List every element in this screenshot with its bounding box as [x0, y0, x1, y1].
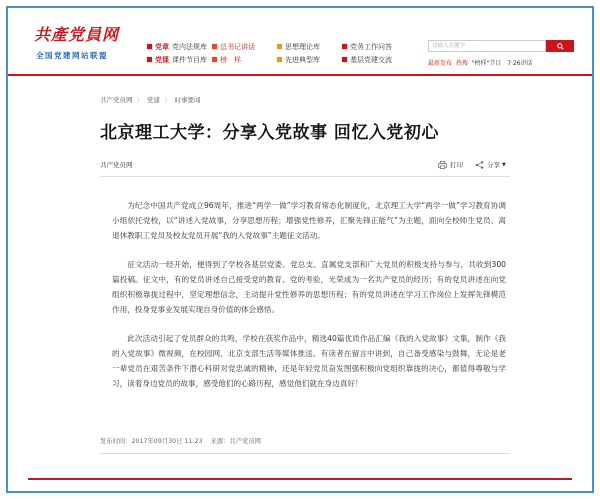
breadcrumb-item-home[interactable]: 共产党员网	[100, 96, 133, 104]
nav-item-dangzhang[interactable]	[146, 42, 211, 52]
article-footer-meta	[100, 436, 261, 445]
latest-link[interactable]: 最新发布	[428, 60, 453, 67]
person-icon	[276, 56, 283, 63]
page-bottom-rule	[28, 478, 572, 480]
meta-divider	[100, 176, 510, 177]
flag-icon	[146, 56, 153, 63]
article-title: 北京理工大学：分享入党故事 回忆入党初心	[100, 123, 439, 143]
search-icon	[557, 43, 564, 50]
share-icon	[475, 161, 484, 169]
publish-time: 发布时间：2017年09月30日 11:23	[100, 438, 203, 445]
article-paragraph: 此次活动引起了党员群众的共鸣，学校在获奖作品中，精选40篇优质作品汇编《我的入党故事》文集，制作《我的入党故事》微视频，在校园网、北京支部生活等媒体推送。有读者在留言中讲到，自己备受感染与鼓舞，无论是老一辈党员在艰苦条件下潜心科研对党忠诚的精神，还是年轻党员奋发图强积极向党组织靠拢的决心，都值得尊敬与学习，读着身边党员的故事，感受他们的心路历程，感觉他们就在身边真好！	[112, 334, 506, 388]
share-button[interactable]	[475, 160, 506, 169]
nav-label: 党内法规库	[172, 42, 207, 51]
article-source: 共产党员网	[100, 161, 133, 169]
nav-label: 先进典型库	[285, 55, 320, 64]
search-button[interactable]	[546, 40, 574, 52]
breadcrumb-separator: 〉	[164, 96, 171, 104]
site-header	[8, 8, 592, 74]
chevron-down-icon: ▼	[502, 161, 506, 168]
nav-item-advanced[interactable]	[276, 55, 341, 65]
print-label: 打印	[450, 161, 463, 169]
star-icon	[211, 56, 218, 63]
nav-accent: 党章	[155, 42, 169, 51]
nav-label: 党务工作问答	[350, 42, 392, 51]
book-icon	[211, 43, 218, 50]
question-icon	[341, 43, 348, 50]
article-paragraph: 为纪念中国共产党成立96周年，推进“两学一做”学习教育常态化制度化，北京理工大学“两学一做”学习教育协调小组依托党校，以“讲述入党故事，分享思想历程；增强党性修养，汇聚先锋正能气”为主题，面向全校师生党员、离退休教职工党员及校友党员开展“我的入党故事”主题征文活动。	[112, 201, 506, 240]
nav-label: 课件节目库	[172, 55, 207, 64]
nav-item-dangke[interactable]	[146, 55, 211, 65]
nav-item-qa[interactable]	[341, 42, 406, 52]
nav-row-1	[146, 40, 406, 53]
footer-divider	[100, 453, 510, 454]
nav-label: 思想理论库	[285, 42, 320, 51]
nav-row-2	[146, 53, 406, 66]
breadcrumb-item-dangjian[interactable]: 党建	[147, 96, 160, 104]
printer-icon	[438, 161, 447, 169]
nav-item-theory[interactable]	[276, 42, 341, 52]
nav-item-speech[interactable]	[211, 42, 276, 52]
nav-accent: 党课	[155, 55, 169, 64]
nav-label: 总书记讲话	[220, 42, 255, 51]
breadcrumb	[100, 95, 201, 104]
top-nav	[146, 40, 406, 66]
page-frame	[6, 6, 594, 493]
article-origin: 来源：共产党员网	[210, 438, 261, 445]
breadcrumb-item-news[interactable]: 时事要闻	[174, 96, 201, 104]
document-icon	[276, 43, 283, 50]
nav-label: 基层党建交流	[350, 55, 392, 64]
share-label: 分享	[487, 161, 500, 169]
nav-item-grassroots[interactable]	[341, 55, 406, 65]
breadcrumb-separator: 〉	[136, 96, 143, 104]
article-meta	[100, 160, 510, 172]
hot-search-row	[428, 58, 533, 67]
site-logo[interactable]: 共產党員网	[34, 25, 120, 44]
print-button[interactable]	[438, 160, 463, 169]
flag-icon	[146, 43, 153, 50]
site-logo-subtitle: 全国党建网站联盟	[36, 51, 108, 60]
article-body	[112, 198, 506, 405]
chat-icon	[341, 56, 348, 63]
hot-links[interactable]: "榜样"节目 7·26讲话	[471, 60, 533, 67]
hot-label: 热搜	[455, 60, 468, 67]
search-input[interactable]: 请输入关键字	[428, 40, 546, 52]
article-paragraph: 征文活动一经开始，便得到了学校各基层党委、党总支、直属党支部和广大党员的积极支持与参与，共收到300篇投稿。征文中，有的党员讲述自己接受党的教育、党的考验，光荣成为一名共产党员的经历；有的党员讲述在向党组织积极靠拢过程中，坚定理想信念，主动提升党性修养的思想历程；有的党员讲述在学习工作岗位上发挥先锋模范作用，投身党事业发展实现自身价值的体会感悟。	[112, 260, 506, 314]
nav-item-model[interactable]	[211, 55, 276, 65]
nav-label: 榜 样	[220, 55, 241, 64]
header-divider	[8, 74, 592, 76]
